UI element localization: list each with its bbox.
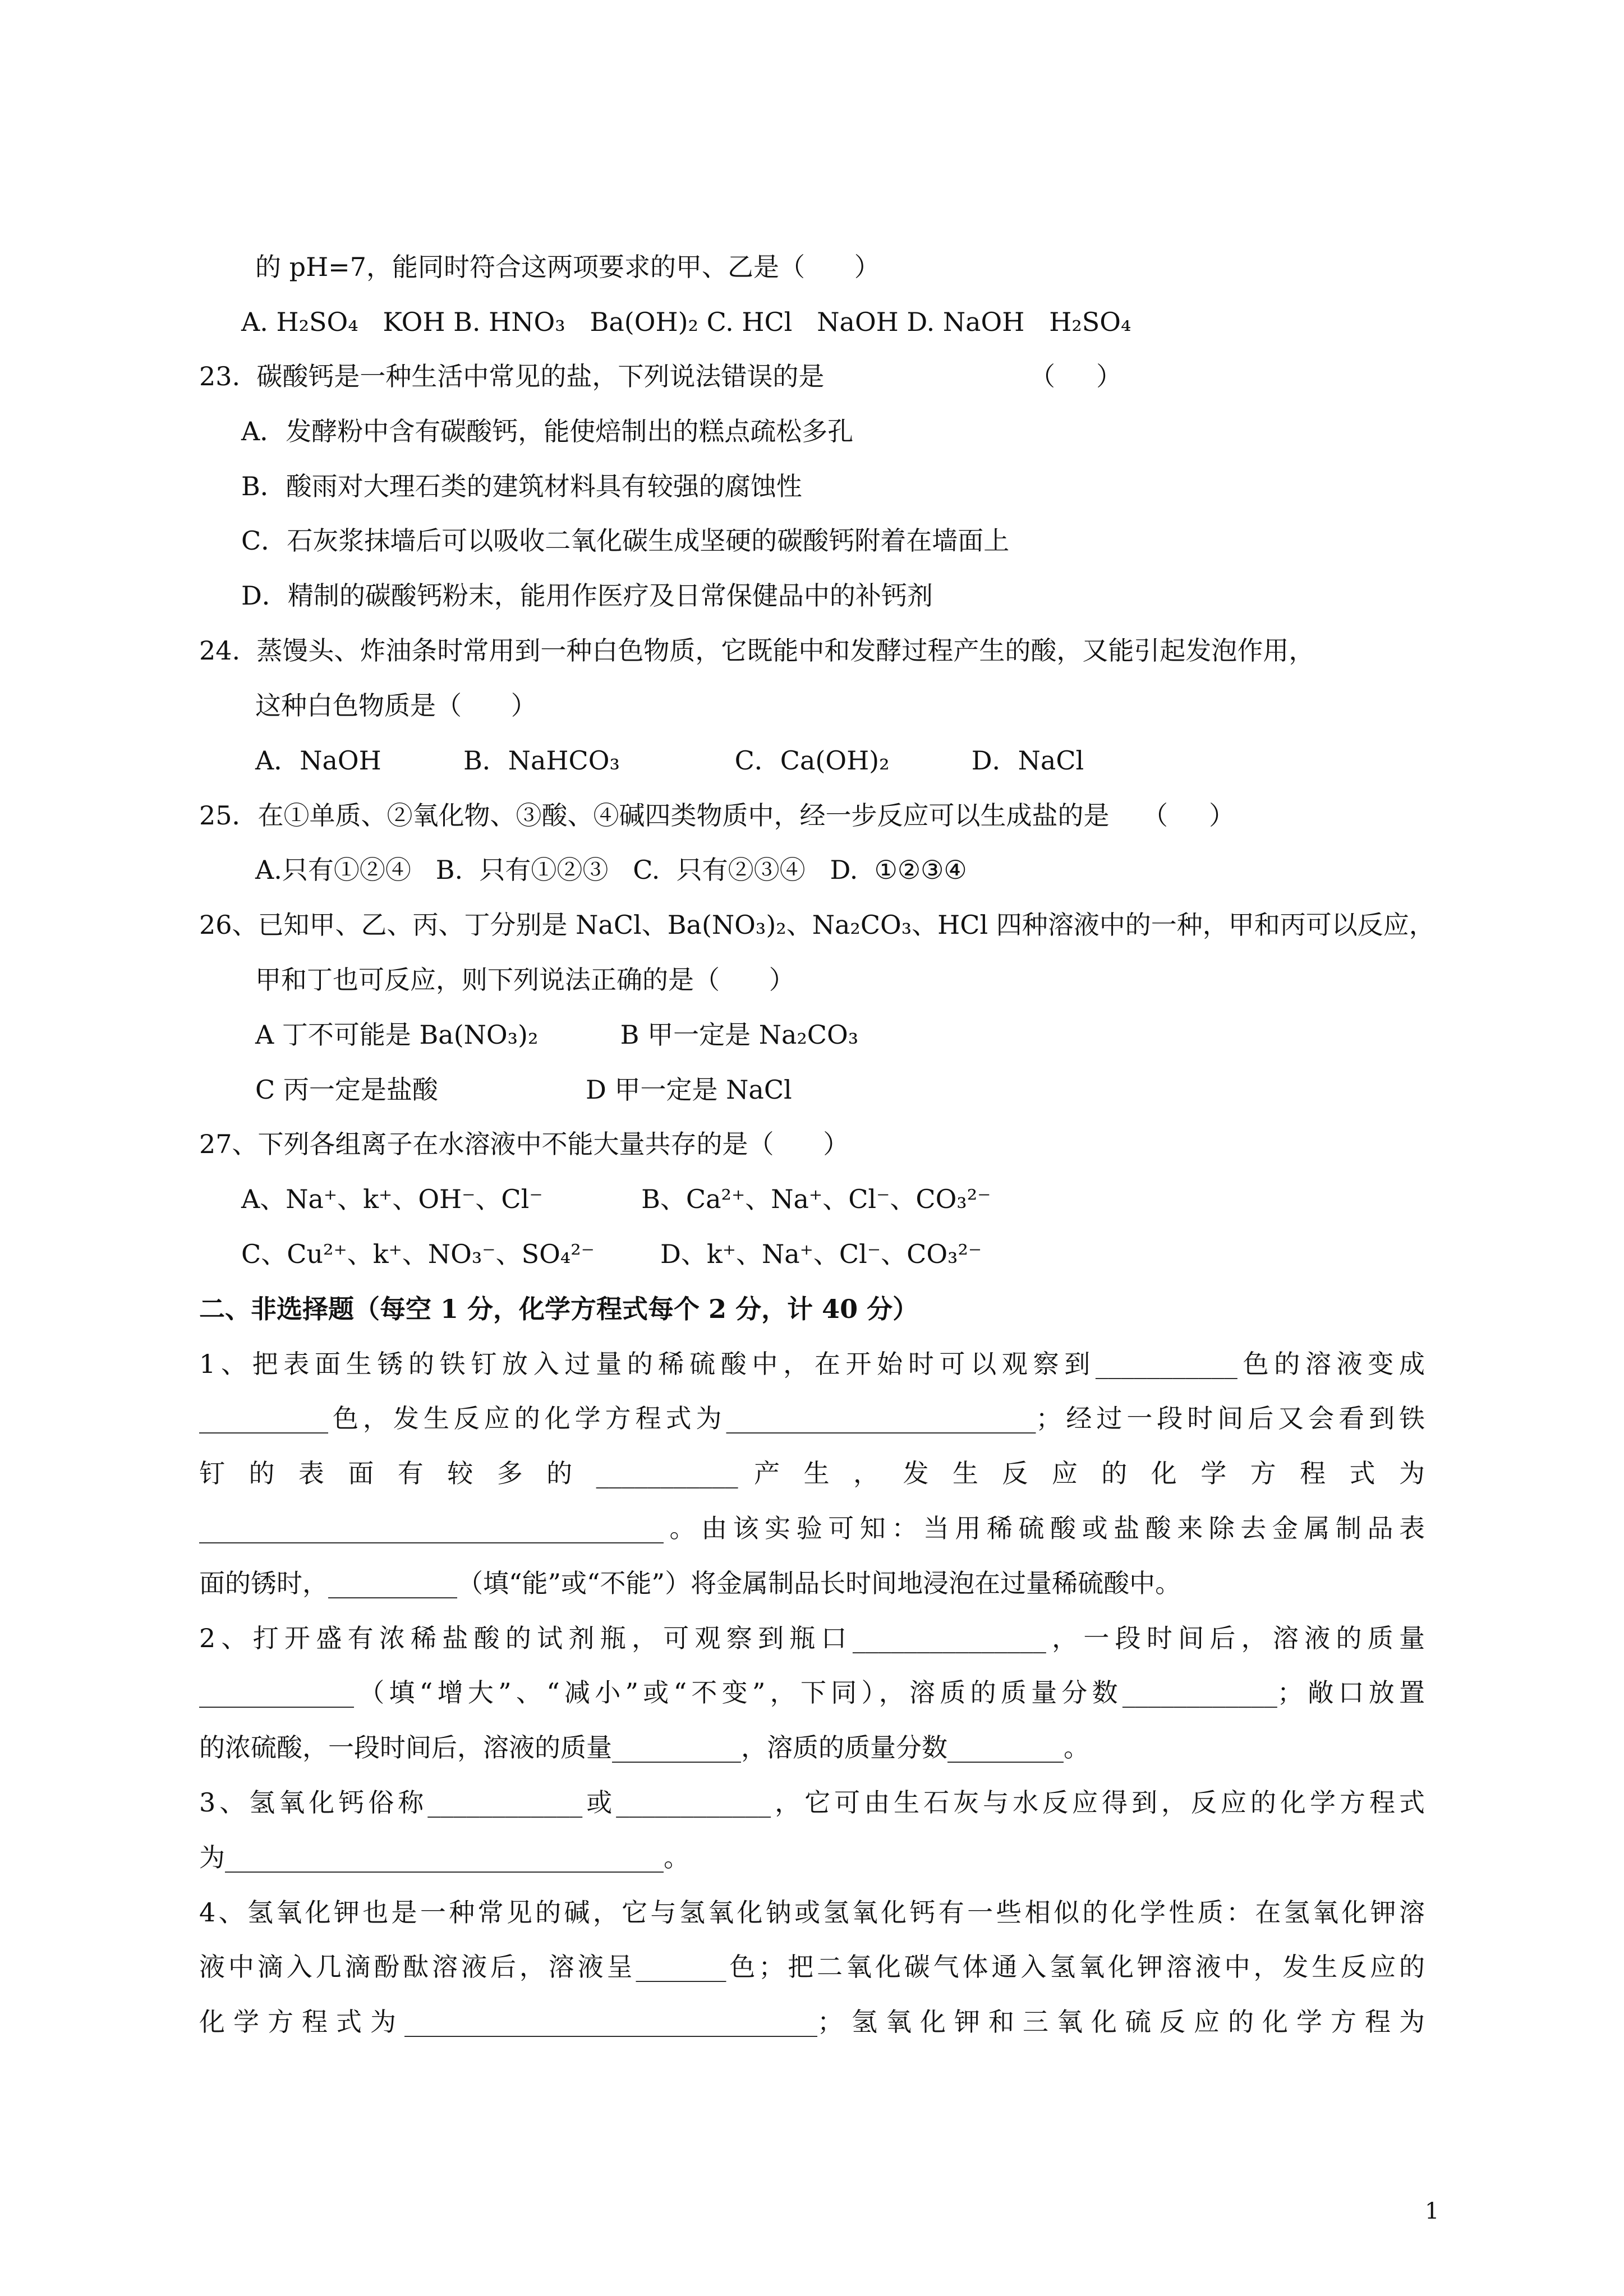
- text-line: 二、非选择题（每空 1 分，化学方程式每个 2 分，计 40 分）: [199, 1294, 919, 1324]
- text-line: C．石灰浆抹墙后可以吸收二氧化碳生成坚硬的碳酸钙附着在墙面上: [241, 525, 1010, 556]
- answer-bracket: （ ）: [1029, 361, 1122, 391]
- text-line: C、Cu²⁺、k⁺、NO₃⁻、SO₄²⁻ D、k⁺、Na⁺、Cl⁻、CO₃²⁻: [241, 1239, 982, 1269]
- text-line: A 丁不可能是 Ba(NO₃)₂ B 甲一定是 Na₂CO₃: [255, 1020, 859, 1050]
- text-line: 这种白色物质是（ ）: [255, 690, 537, 721]
- text-line: A．NaOH B．NaHCO₃ C．Ca(OH)₂ D．NaCl: [255, 745, 1084, 776]
- text-line: A. H₂SO₄ KOH B. HNO₃ Ba(OH)₂ C. HCl NaOH D. NaOH H₂SO₄: [241, 307, 1131, 337]
- text-line: C 丙一定是盐酸 D 甲一定是 NaCl: [255, 1075, 792, 1105]
- text-line: 化学方程式为________________________________；氢氧化钾和三氧化硫反应的化学方程为: [199, 2007, 1425, 2037]
- text-line: 25．在①单质、②氧化物、③酸、④碱四类物质中，经一步反应可以生成盐的是 （ ）: [199, 800, 1235, 831]
- text-line: A.只有①②④ B. 只有①②③ C. 只有②③④ D. ①②③④: [255, 855, 967, 885]
- text-line: 的浓硫酸，一段时间后，溶液的质量__________，溶质的质量分数_________。: [199, 1732, 1089, 1763]
- text-line: ____________________________________。由该实验可知：当用稀硫酸或盐酸来除去金属制品表: [199, 1513, 1425, 1543]
- page-number: 1: [1425, 2198, 1439, 2224]
- text-line: 甲和丁也可反应，则下列说法正确的是（ ）: [255, 965, 795, 995]
- text-line: 为__________________________________。: [199, 1842, 689, 1873]
- text-line: 23. 碳酸钙是一种生活中常见的盐，下列说法错误的是: [199, 361, 825, 391]
- text-line: 2、打开盛有浓稀盐酸的试剂瓶，可观察到瓶口_______________，一段时间后，溶液的质量: [199, 1623, 1425, 1653]
- text-line: A、Na⁺、k⁺、OH⁻、Cl⁻ B、Ca²⁺、Na⁺、Cl⁻、CO₃²⁻: [241, 1184, 991, 1214]
- text-line: 1、把表面生锈的铁钉放入过量的稀硫酸中，在开始时可以观察到___________色的溶液变成: [199, 1349, 1425, 1379]
- text-line: 27、下列各组离子在水溶液中不能大量共存的是（ ）: [199, 1129, 849, 1159]
- text-line: 26、已知甲、乙、丙、丁分别是 NaCl、Ba(NO₃)₂、Na₂CO₃、HCl 四种溶液中的一种，甲和丙可以反应，: [199, 910, 1435, 940]
- text-line: 的 pH=7，能同时符合这两项要求的甲、乙是（ ）: [255, 252, 880, 282]
- text-line: 面的锈时，__________（填“能”或“不能”）将金属制品长时间地浸泡在过量稀硫酸中。: [199, 1568, 1181, 1598]
- text-line: 钉 的 表 面 有 较 多 的 ___________ 产 生 ， 发 生 反 应 的 化 学 方 程 式 为: [199, 1458, 1425, 1488]
- text-line: __________色，发生反应的化学方程式为________________________；经过一段时间后又会看到铁: [199, 1403, 1425, 1433]
- text-line: B．酸雨对大理石类的建筑材料具有较强的腐蚀性: [241, 471, 802, 501]
- text-line: 4、氢氧化钾也是一种常见的碱，它与氢氧化钠或氢氧化钙有一些相似的化学性质：在氢氧化钾溶: [199, 1897, 1425, 1928]
- text-line: A．发酵粉中含有碳酸钙，能使焙制出的糕点疏松多孔: [241, 416, 854, 446]
- text-line: 液中滴入几滴酚酞溶液后，溶液呈_______色；把二氧化碳气体通入氢氧化钾溶液中，发生反应的: [199, 1952, 1425, 1982]
- text-line: ____________（填“增大”、“减小”或“不变”，下同），溶质的质量分数____________；敞口放置: [199, 1677, 1425, 1708]
- text-line: 24. 蒸馒头、炸油条时常用到一种白色物质，它既能中和发酵过程产生的酸，又能引起发泡作用，: [199, 635, 1315, 666]
- text-line: D．精制的碳酸钙粉末，能用作医疗及日常保健品中的补钙剂: [241, 580, 933, 611]
- text-line: 3、氢氧化钙俗称____________或____________，它可由生石灰与水反应得到，反应的化学方程式: [199, 1787, 1425, 1818]
